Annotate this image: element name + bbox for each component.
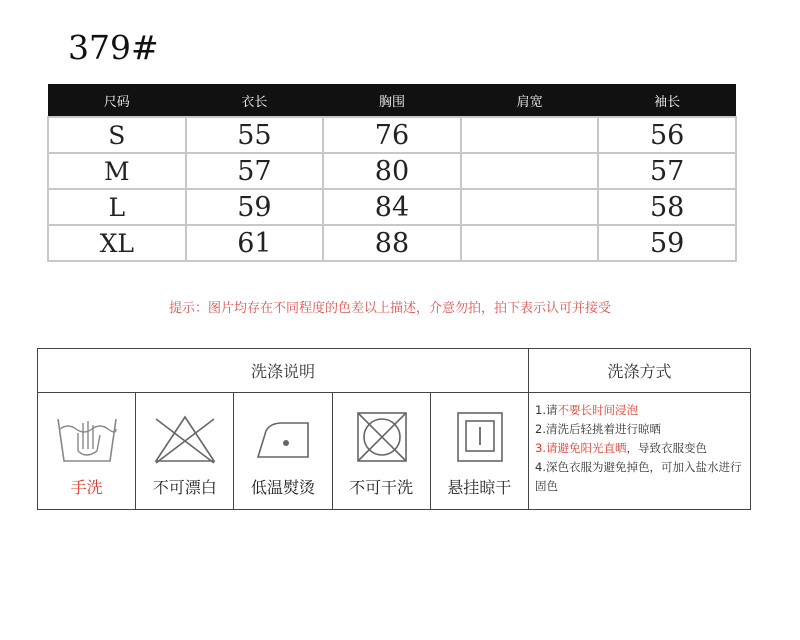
low-iron-icon <box>248 409 318 467</box>
shoulder-cell <box>461 225 599 261</box>
no-bleach-icon <box>150 409 220 467</box>
wash-note-1-prefix: 1.请 <box>535 403 558 417</box>
size-cell: S <box>48 117 186 153</box>
size-cell: L <box>48 189 186 225</box>
wash-icon-cell <box>38 393 136 509</box>
size-cell: XL <box>48 225 186 261</box>
length-cell: 57 <box>186 153 324 189</box>
wash-icon-cell <box>333 393 431 509</box>
length-cell: 59 <box>186 189 324 225</box>
no-bleach-label: 不可漂白 <box>152 478 217 497</box>
bust-cell: 80 <box>323 153 461 189</box>
size-chart-table <box>47 84 737 262</box>
length-cell: 55 <box>186 117 324 153</box>
wash-instructions-header: 洗涤说明 <box>38 349 529 393</box>
wash-icon-cell <box>136 393 234 509</box>
sleeve-cell: 59 <box>598 225 736 261</box>
wash-icon-cell <box>431 393 529 509</box>
header-shoulder: 肩宽 <box>461 84 599 117</box>
wash-note-3 <box>535 439 747 458</box>
sleeve-cell: 58 <box>598 189 736 225</box>
bust-cell: 76 <box>323 117 461 153</box>
shoulder-cell <box>461 189 599 225</box>
hang-dry-label: 悬挂晾干 <box>447 478 512 497</box>
table-row <box>48 153 736 189</box>
no-tumble-dry-label: 不可干洗 <box>349 478 414 497</box>
wash-note-4: 4.深色衣服为避免掉色，可加入盐水进行固色 <box>535 460 742 493</box>
header-sleeve: 袖长 <box>598 84 736 117</box>
bust-cell: 84 <box>323 189 461 225</box>
wash-note-3-suffix: ，导致衣服变色 <box>626 441 707 455</box>
shoulder-cell <box>461 153 599 189</box>
wash-method-header: 洗涤方式 <box>529 349 750 393</box>
header-length: 衣长 <box>186 84 324 117</box>
sleeve-cell: 56 <box>598 117 736 153</box>
color-difference-tip: 提示：图片均存在不同程度的色差以上描述，介意勿拍，拍下表示认可并接受 <box>168 301 611 316</box>
length-cell: 61 <box>186 225 324 261</box>
wash-care-table <box>37 348 751 510</box>
size-chart-header-row <box>48 84 736 117</box>
no-tumble-dry-icon <box>347 409 417 467</box>
low-iron-label: 低温熨烫 <box>250 478 315 497</box>
header-bust: 胸围 <box>323 84 461 117</box>
shoulder-cell <box>461 117 599 153</box>
wash-notes <box>535 401 747 496</box>
wash-note-1 <box>535 401 747 420</box>
hand-wash-icon <box>52 409 122 467</box>
bust-cell: 88 <box>323 225 461 261</box>
size-cell: M <box>48 153 186 189</box>
wash-icons-row <box>38 393 529 509</box>
wash-note-3-highlight: 3.请避免阳光直晒 <box>535 441 627 455</box>
product-code-title: 379# <box>68 28 159 67</box>
wash-icon-cell <box>234 393 332 509</box>
table-row <box>48 189 736 225</box>
table-row <box>48 117 736 153</box>
sleeve-cell: 57 <box>598 153 736 189</box>
header-size: 尺码 <box>48 84 186 117</box>
wash-note-1-highlight: 不要长时间浸泡 <box>557 403 638 417</box>
table-row <box>48 225 736 261</box>
wash-note-2: 2.清洗后轻挑着进行晾晒 <box>535 422 661 436</box>
hand-wash-label: 手洗 <box>70 478 103 497</box>
hang-dry-icon <box>445 409 515 467</box>
